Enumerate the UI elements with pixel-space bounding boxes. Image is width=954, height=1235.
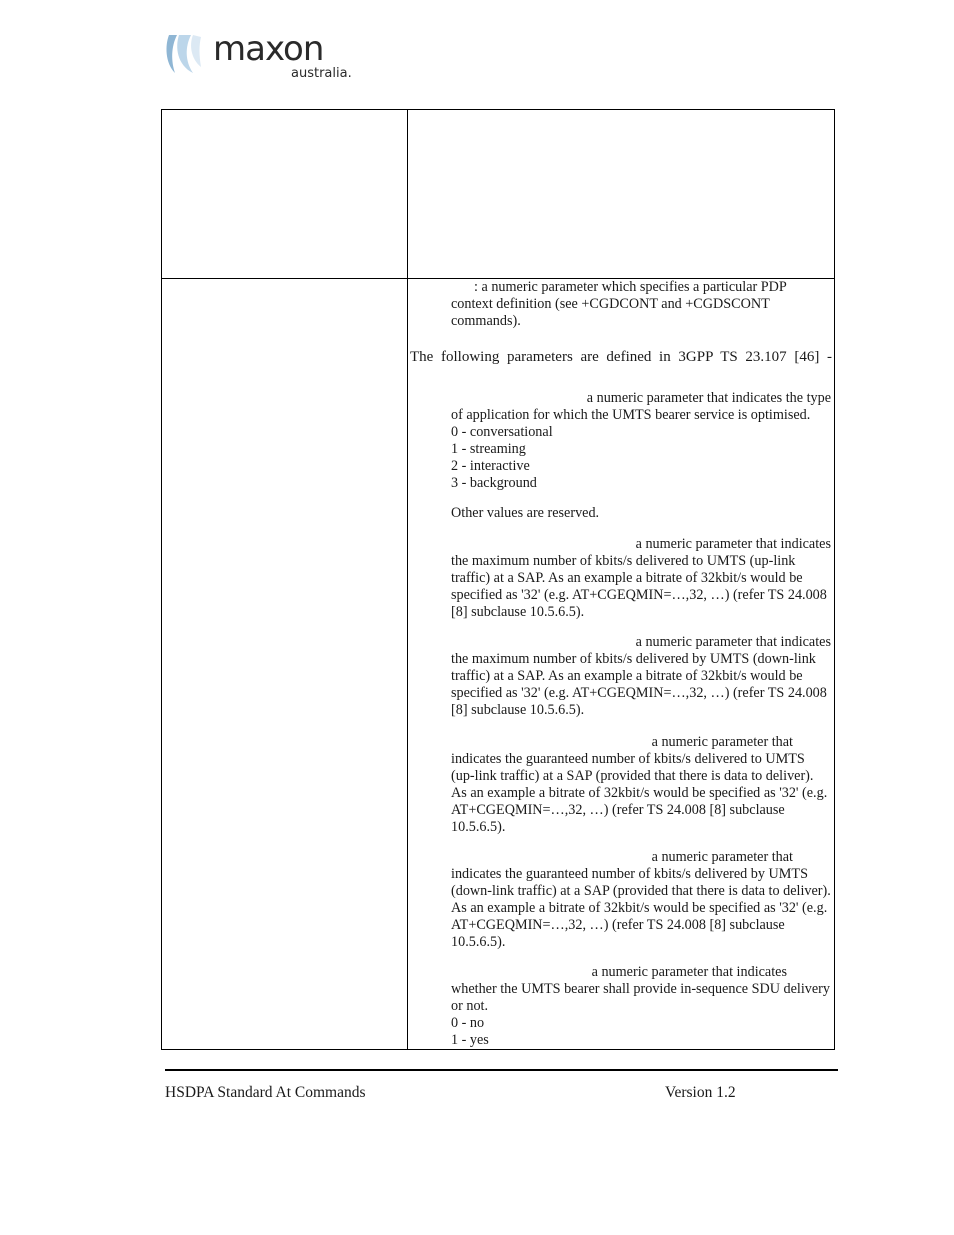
list-item: 0 - conversational — [451, 424, 553, 440]
maxon-swoosh-icon — [163, 33, 203, 75]
guaranteed-bitrate-ul-description: a numeric parameter that indicates the guaranteed number of kbits/s delivered to UMTS (up-link traffic) at a SAP (provided that there is data to deliver). As an example a bitrate of 32kbit/s would be specified as '32' (e.g. AT+CGEQMIN=…,32, …) (refer TS 24.008 [8] subclause 10.5.6.5). — [451, 734, 828, 835]
list-item: 0 - no — [451, 1015, 485, 1031]
delivery-order-description: a numeric parameter that indicates whether the UMTS bearer shall provide in-sequence SDU delivery or not. 0 - no 1 - yes — [451, 964, 831, 1048]
max-bitrate-ul-description: a numeric parameter that indicates the maximum number of kbits/s delivered to UMTS (up-link traffic) at a SAP. As an example a bitrate of 32kbit/s would be specified as '32' (e.g. AT+CGEQMIN=…,32, …) (refer TS 24.008 [8] subclause 10.5.6.5). — [451, 536, 831, 620]
footer-title: HSDPA Standard At Commands — [165, 1084, 366, 1101]
max-bitrate-dl-description: a numeric parameter that indicates the maximum number of kbits/s delivered by UMTS (down-link traffic) at a SAP. As an example a bitrate of 32kbit/s would be specified as '32' (e.g. AT+CGEQMIN=…,32, …) (refer TS 24.008 [8] subclause 10.5.6.5). — [451, 634, 831, 718]
table-row — [162, 279, 835, 1050]
list-item: 3 - background — [451, 475, 537, 491]
cid-description: : a numeric parameter which specifies a particular PDP context definition (see +CGDCONT and +CGDSCONT commands). — [451, 279, 787, 329]
list-item: 1 - yes — [451, 1032, 489, 1048]
guaranteed-bitrate-dl-description: a numeric parameter that indicates the guaranteed number of kbits/s delivered by UMTS (down-link traffic) at a SAP (provided that there is data to deliver). As an example a bitrate of 32kbit/s would be specified as '32' (e.g. AT+CGEQMIN=…,32, …) (refer TS 24.008 [8] subclause 10.5.6.5). — [451, 849, 831, 950]
footer-version: Version 1.2 — [665, 1084, 736, 1101]
maxon-logo — [163, 29, 363, 83]
list-item: 2 - interactive — [451, 458, 530, 474]
traffic-class-description: a numeric parameter that indicates the type of application for which the UMTS bearer service is optimised. 0 - conversational 1 - streaming 2 - interactive 3 - background — [451, 390, 831, 491]
table-row — [162, 110, 835, 279]
logo-subtitle: australia. — [291, 66, 352, 81]
table-cell-left — [162, 279, 408, 1050]
table-cell-left — [162, 110, 408, 279]
list-item: 1 - streaming — [451, 441, 526, 457]
intro-paragraph: The following parameters are defined in 3GPP TS 23.107 [46] - — [410, 349, 832, 365]
logo-wordmark: maxon — [213, 29, 324, 69]
footer-divider — [165, 1069, 838, 1071]
table-cell-right — [408, 110, 835, 279]
table-cell-right — [408, 279, 835, 1050]
parameter-table — [161, 109, 835, 1050]
reserved-note: Other values are reserved. — [451, 505, 600, 521]
